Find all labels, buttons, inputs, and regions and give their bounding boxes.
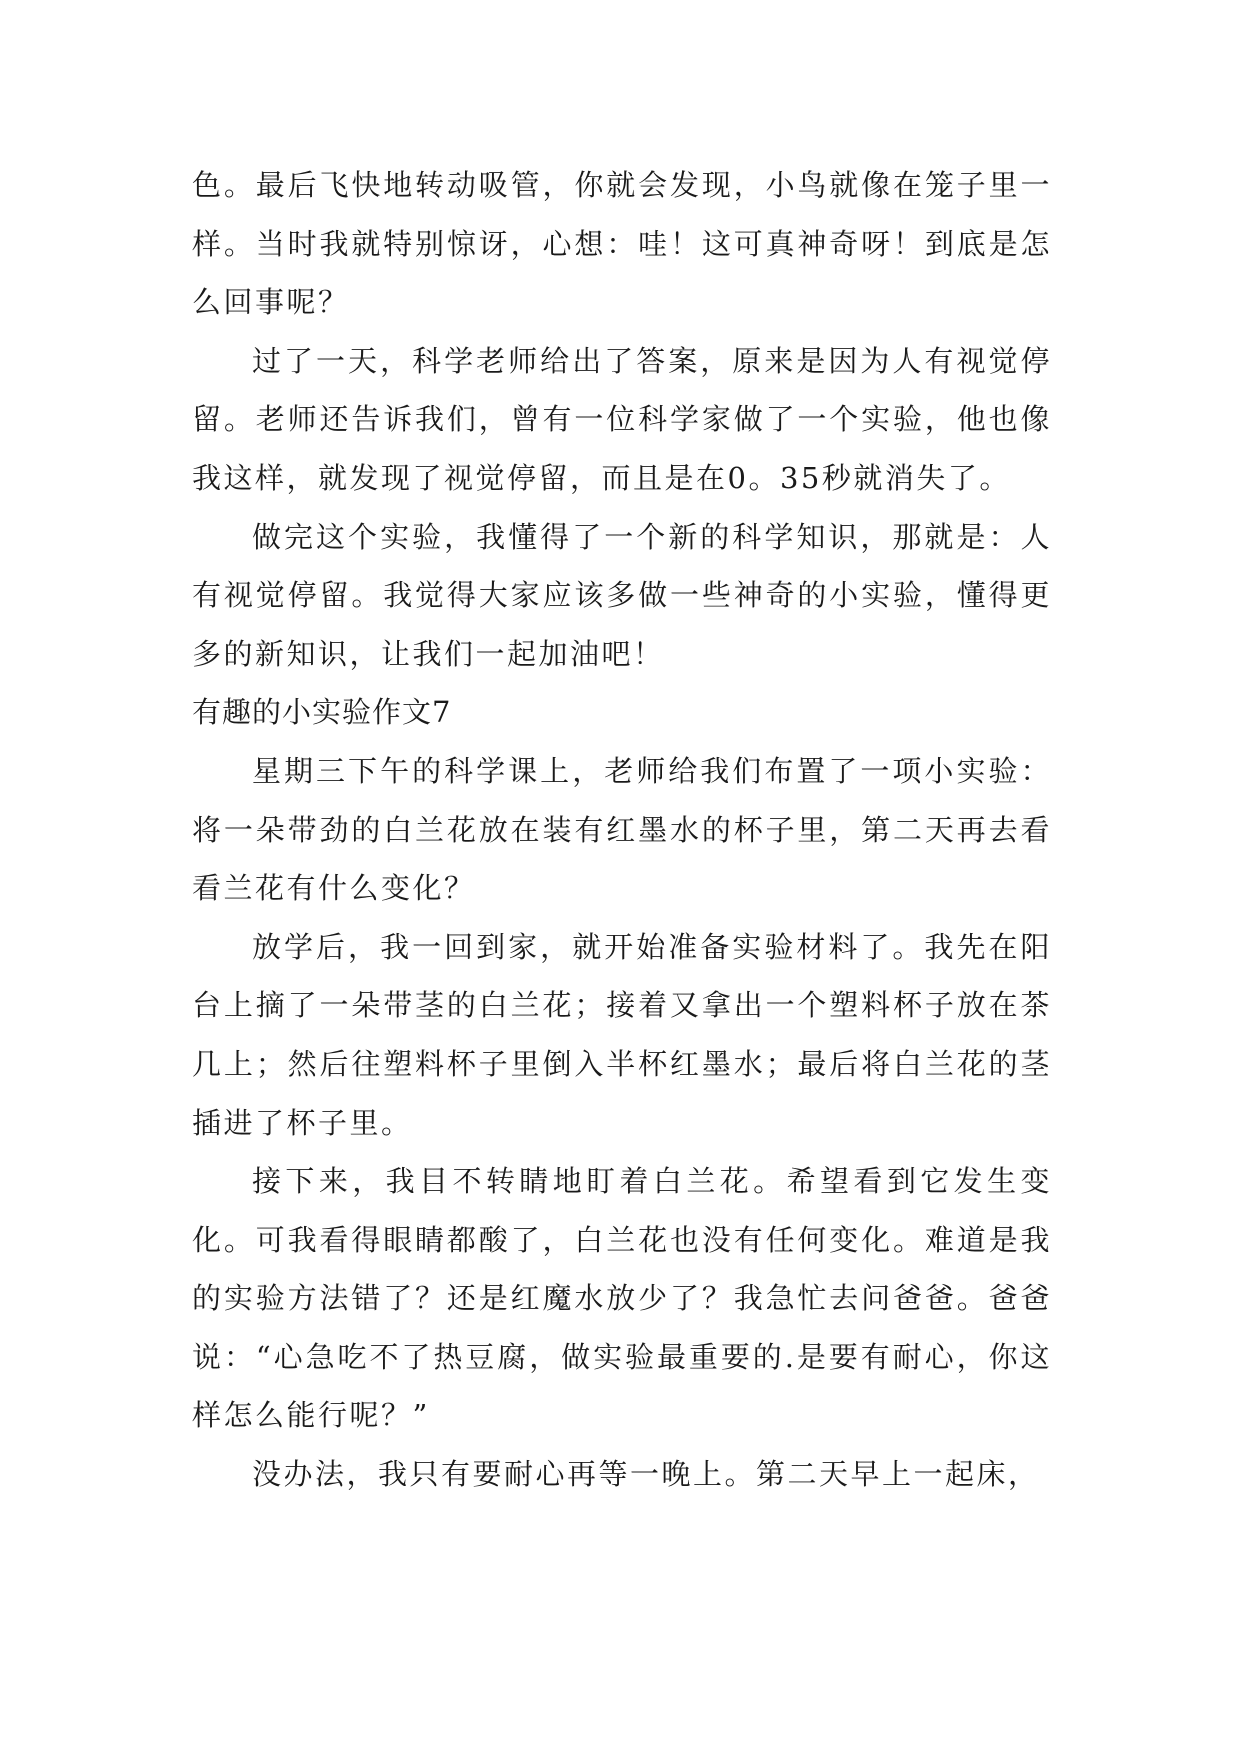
paragraph: 做完这个实验，我懂得了一个新的科学知识，那就是：人有视觉停留。我觉得大家应该多做一些神奇的小实验，懂得更多的新知识，让我们一起加油吧！ — [192, 519, 1052, 671]
paragraph: 没办法，我只有要耐心再等一晚上。第二天早上一起床， — [252, 1457, 1040, 1492]
paragraph: 星期三下午的科学课上，老师给我们布置了一项小实验：将一朵带劲的白兰花放在装有红墨水的杯子里，第二天再去看看兰花有什么变化？ — [192, 753, 1052, 906]
essay-heading: 有趣的小实验作文7 — [192, 695, 452, 730]
paragraph: 过了一天，科学老师给出了答案，原来是因为人有视觉停留。老师还告诉我们，曾有一位科学家做了一个实验，他也像我这样，就发现了视觉停留，而且是在0。35秒就消失了。 — [192, 343, 1052, 495]
paragraph: 接下来，我目不转睛地盯着白兰花。希望看到它发生变化。可我看得眼睛都酸了，白兰花也没有任何变化。难道是我的实验方法错了？还是红魔水放少了？我急忙去问爸爸。爸爸说：“心急吃不了热豆腐，做实验最重要的.是要有耐心，你这样怎么能行呢？” — [192, 1164, 1052, 1433]
paragraph-continuation: 色。最后飞快地转动吸管，你就会发现，小鸟就像在笼子里一样。当时我就特别惊讶，心想：哇！这可真神奇呀！到底是怎么回事呢？ — [192, 168, 1052, 320]
paragraph: 放学后，我一回到家，就开始准备实验材料了。我先在阳台上摘了一朵带茎的白兰花；接着又拿出一个塑料杯子放在茶几上；然后往塑料杯子里倒入半杯红墨水；最后将白兰花的茎插进了杯子里。 — [192, 929, 1052, 1140]
document-body — [192, 156, 1052, 1504]
